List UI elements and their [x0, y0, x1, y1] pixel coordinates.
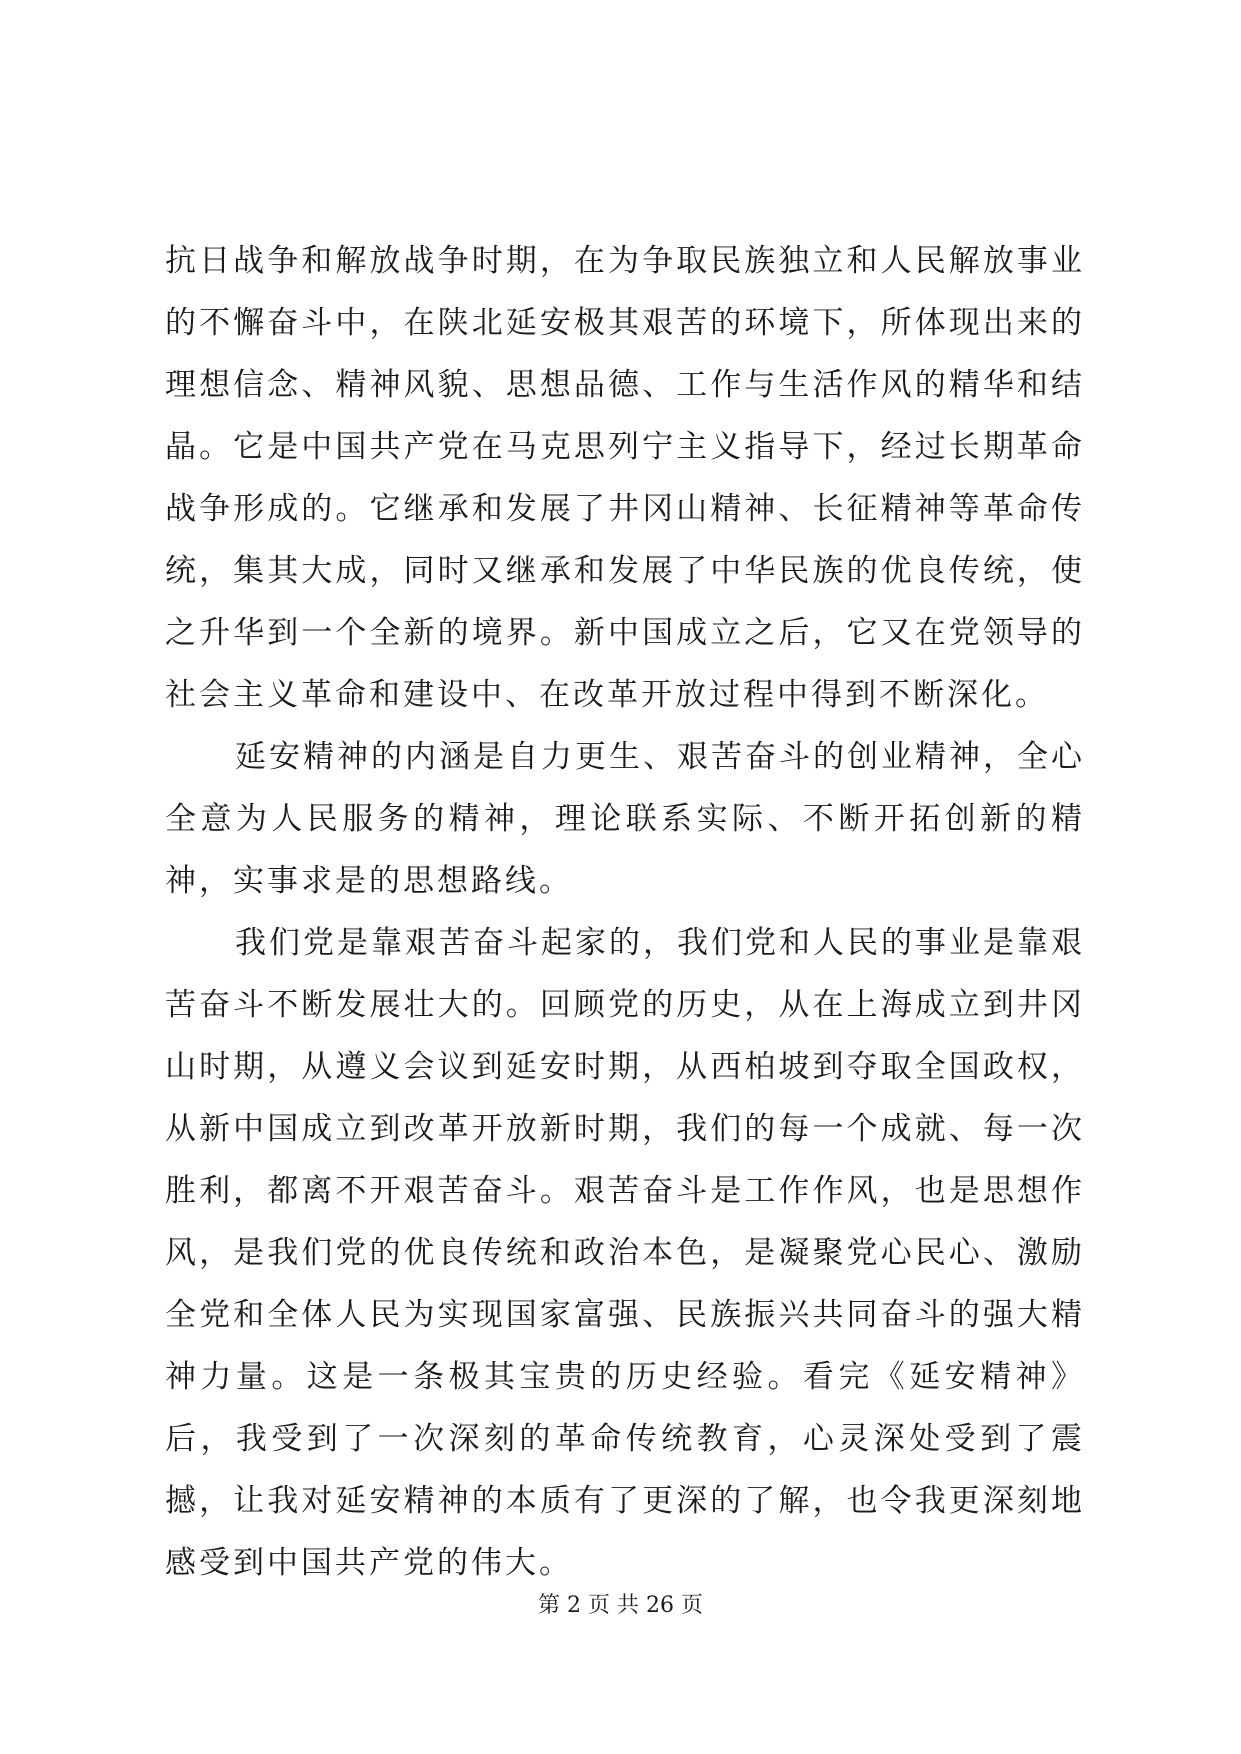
paragraph-hard-struggle: 我们党是靠艰苦奋斗起家的，我们党和人民的事业是靠艰苦奋斗不断发展壮大的。回顾党的历史，从在上海成立到井冈山时期，从遵义会议到延安时期，从西柏坡到夺取全国政权，从新中国成立到改革开放新时期，我们的每一个成就、每一次胜利，都离不开艰苦奋斗。艰苦奋斗是工作作风，也是思想作风，是我们党的优良传统和政治本色，是凝聚党心民心、激励全党和全体人民为实现国家富强、民族振兴共同奋斗的强大精神力量。这是一条极其宝贵的历史经验。看完《延安精神》后，我受到了一次深刻的革命传统教育，心灵深处受到了震撼，让我对延安精神的本质有了更深的了解，也令我更深刻地感受到中国共产党的伟大。: [165, 925, 1085, 1581]
document-body: [165, 230, 1085, 1594]
paragraph-continuation: 抗日战争和解放战争时期，在为争取民族独立和人民解放事业的不懈奋斗中，在陕北延安极其艰苦的环境下，所体现出来的理想信念、精神风貌、思想品德、工作与生活作风的精华和结晶。它是中国共产党在马克思列宁主义指导下，经过长期革命战争形成的。它继承和发展了井冈山精神、长征精神等革命传统，集其大成，同时又继承和发展了中华民族的优良传统，使之升华到一个全新的境界。新中国成立之后，它又在党领导的社会主义革命和建设中、在改革开放过程中得到不断深化。: [165, 243, 1085, 713]
page-footer: 第 2 页 共 26 页: [538, 1593, 703, 1618]
paragraph-yanan-spirit-connotation: 延安精神的内涵是自力更生、艰苦奋斗的创业精神，全心全意为人民服务的精神，理论联系实际、不断开拓创新的精神，实事求是的思想路线。: [165, 739, 1085, 899]
